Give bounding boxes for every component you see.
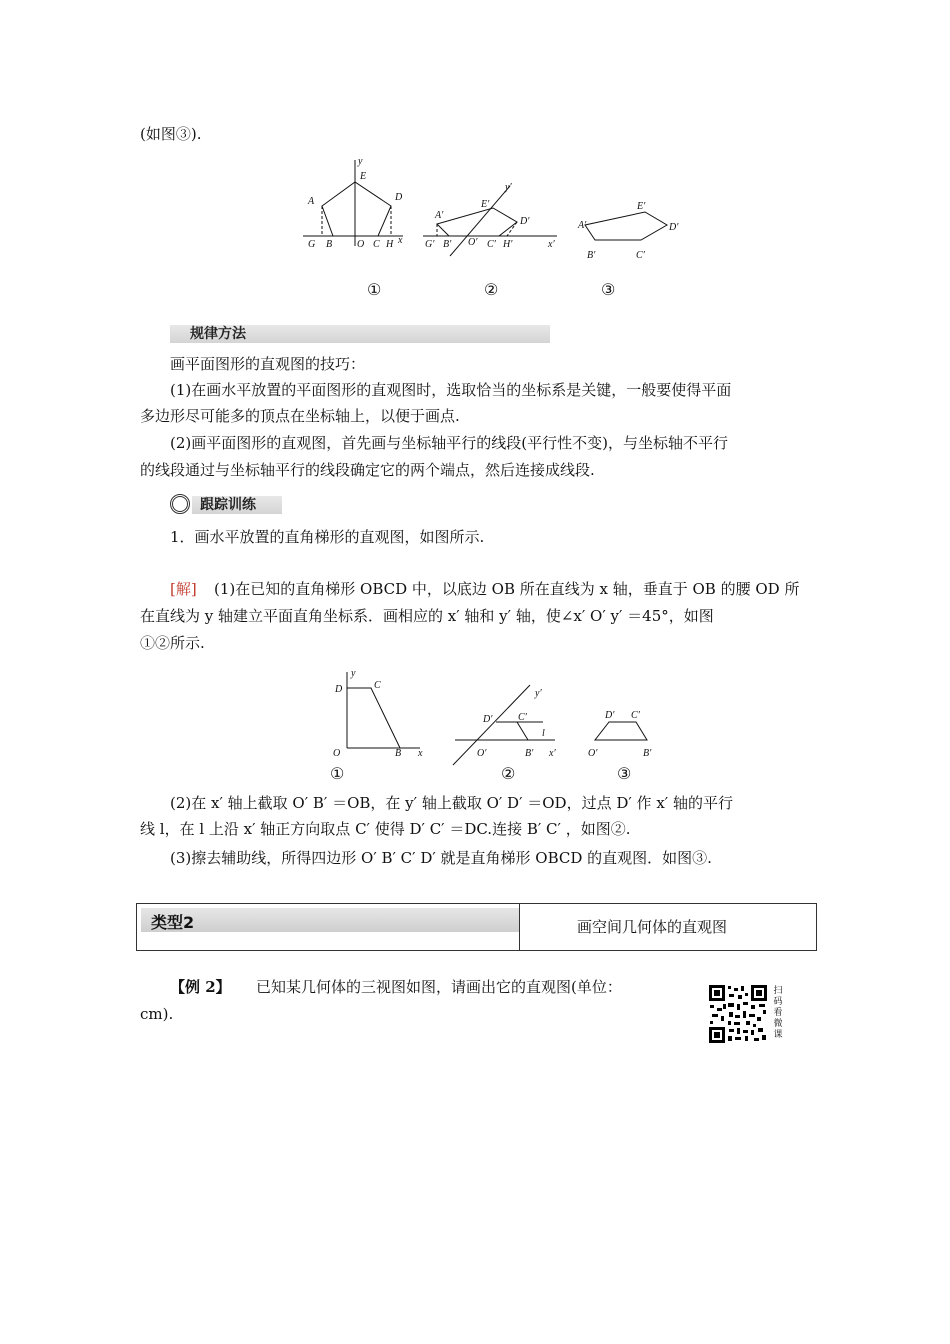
fig2-pt-B: B: [395, 748, 402, 759]
fig1-pt-H: H: [386, 239, 394, 250]
target-icon: [170, 494, 190, 514]
fig1-pt-E: E: [360, 171, 367, 182]
example-2-line1: 已知某几何体的三视图如图，请画出它的直观图(单位：: [256, 978, 622, 996]
method-p1-line2: 多边形尽可能多的顶点在坐标轴上，以便于画点.: [140, 407, 460, 425]
fig2-pt-O2: O′: [477, 748, 487, 759]
fig1-caption-1: ①: [367, 282, 382, 299]
fig1-pt-A: A: [308, 196, 315, 207]
solution-s1-line3: ①②所示.: [140, 634, 205, 652]
fig1-axis-x2: x′: [548, 239, 555, 250]
figure-trapezoid-views: [325, 660, 665, 785]
figure-pentagon-views: [295, 150, 679, 305]
fig2-pt-B3: B′: [643, 748, 652, 759]
solution-s1-line2: 在直线为 y 轴建立平面直角坐标系．画相应的 x′ 轴和 y′ 轴，使∠x′ O′ y′ ＝45°，如图: [140, 607, 714, 625]
qr-caption-char: 课: [773, 1030, 783, 1040]
fig1-pt-C3: C′: [636, 250, 645, 261]
fig2-caption-2: ②: [501, 766, 516, 783]
method-p1-line1: (1)在画水平放置的平面图形的直观图时，选取恰当的坐标系是关键，一般要使得平面: [170, 381, 732, 399]
example-2-line2: cm).: [140, 1005, 174, 1023]
fig1-pt-C2: C′: [487, 239, 496, 250]
qr-code[interactable]: [708, 984, 768, 1044]
fig1-pt-D: D: [395, 192, 403, 203]
fig1-pt-D3: D′: [669, 222, 679, 233]
fig1-pt-O2: O′: [468, 237, 478, 248]
fig2-caption-1: ①: [330, 766, 345, 783]
fig2-pt-C: C: [374, 680, 381, 691]
fig2-caption-3: ③: [617, 766, 632, 783]
fig1-axis-y: y: [358, 156, 363, 167]
fig1-pt-O: O: [357, 239, 365, 250]
step-2-line1: (2)在 x′ 轴上截取 O′ B′ ＝OB，在 y′ 轴上截取 O′ D′ ＝OD，过点 D′ 作 x′ 轴的平行: [170, 794, 733, 812]
fig2-pt-C2: C′: [518, 712, 527, 723]
qr-caption-char: 看: [773, 1008, 783, 1018]
fig1-pt-H2: H′: [503, 239, 513, 250]
fig2-axis-y2: y′: [535, 688, 542, 699]
example-2-tag: 【例 2】: [170, 978, 231, 996]
type-heading-shade: [141, 908, 519, 932]
fig2-pt-O3: O′: [588, 748, 598, 759]
fig1-pt-B2: B′: [443, 239, 452, 250]
fig1-pt-A3: A′: [578, 220, 587, 231]
method-p2-line2: 的线段通过与坐标轴平行的线段确定它的两个端点，然后连接成线段.: [140, 461, 595, 479]
solution-tag: [解]: [170, 580, 197, 598]
fig1-pt-E3: E′: [637, 201, 646, 212]
fig1-pt-D2: D′: [520, 216, 530, 227]
fig1-pt-C: C: [373, 239, 380, 250]
fig2-axis-x: x: [418, 748, 423, 759]
type-divider: [519, 904, 520, 950]
fig2-axis-x2: x′: [549, 748, 556, 759]
fig1-pt-B3: B′: [587, 250, 596, 261]
fig1-axis-x: x: [398, 235, 403, 246]
fig1-pt-G: G: [308, 239, 316, 250]
step-3-line1: (3)擦去辅助线，所得四边形 O′ B′ C′ D′ 就是直角梯形 OBCD 的直观图．如图③.: [170, 849, 712, 867]
method-banner-label: 规律方法: [190, 326, 246, 342]
fig2-axis-y: y: [351, 668, 356, 679]
fig2-pt-D2: D′: [483, 714, 493, 725]
method-line-0: 画平面图形的直观图的技巧：: [170, 355, 366, 373]
step-2-line2: 线 l，在 l 上沿 x′ 轴正方向取点 C′ 使得 D′ C′ ＝DC.连接 B′ C′ ，如图②.: [140, 820, 631, 838]
fig1-pt-A2: A′: [435, 210, 444, 221]
type-heading-box: [136, 903, 817, 951]
qr-caption-char: 微: [773, 1019, 783, 1029]
fig2-pt-D3: D′: [605, 710, 615, 721]
qr-caption-char: 扫: [773, 986, 783, 996]
fig2-pt-B2: B′: [525, 748, 534, 759]
qr-caption-char: 码: [773, 997, 783, 1007]
fig2-pt-D: D: [335, 684, 343, 695]
practice-banner-label: 跟踪训练: [200, 497, 256, 513]
fig2-line-l: l: [542, 728, 545, 739]
solution-s1-line1: (1)在已知的直角梯形 OBCD 中，以底边 OB 所在直线为 x 轴，垂直于 OB 的腰 OD 所: [214, 580, 800, 598]
exercise-1: 1．画水平放置的直角梯形的直观图，如图所示.: [170, 528, 485, 546]
fig2-pt-O: O: [333, 748, 341, 759]
fig1-pt-B: B: [326, 239, 333, 250]
fig1-caption-2: ②: [484, 282, 499, 299]
type-tag: 类型2: [151, 913, 195, 932]
fig1-caption-3: ③: [601, 282, 616, 299]
fig2-pt-C3: C′: [631, 710, 640, 721]
fig1-pt-E2: E′: [481, 199, 490, 210]
fig1-pt-G2: G′: [425, 239, 435, 250]
qr-caption: [772, 986, 784, 1041]
fig1-axis-y2: y′: [505, 182, 512, 193]
intro-line: (如图③).: [140, 125, 202, 143]
method-p2-line1: (2)画平面图形的直观图，首先画与坐标轴平行的线段(平行性不变)，与坐标轴不平行: [170, 434, 728, 452]
type-title: 画空间几何体的直观图: [577, 918, 728, 936]
